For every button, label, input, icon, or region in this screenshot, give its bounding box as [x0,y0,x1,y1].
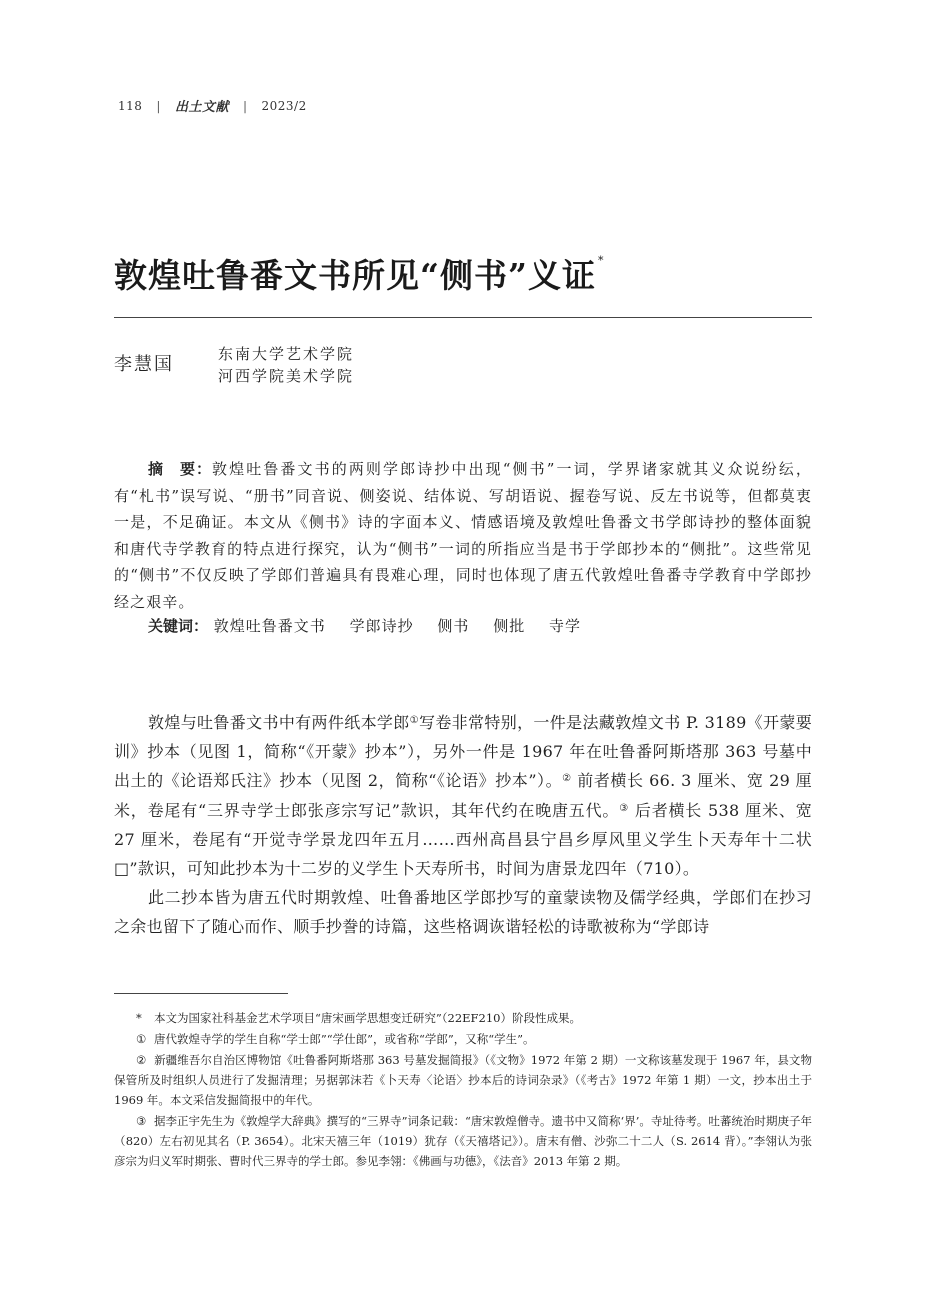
footnote-text: 本文为国家社科基金艺术学项目“唐宋画学思想变迁研究”（22EF210）阶段性成果。 [154,1011,581,1025]
journal-name: 出土文献 [174,100,229,115]
header-separator: | [242,98,248,113]
article-body [114,708,812,942]
author-affiliations [218,343,354,387]
footnote [114,1029,812,1049]
keyword: 寺学 [548,617,581,635]
footnote-mark: ③ [136,1114,147,1128]
footnote [114,1008,812,1028]
issue-number: 2023/2 [261,98,307,113]
body-text: 前者横长 66. 3 厘米、宽 29 厘米，卷尾有“三界寺学士郎张彦宗写记”款识，其年代约在晚唐五代。 [114,771,812,820]
keyword: 学郎诗抄 [349,617,414,635]
footnote-text: 新疆维吾尔自治区博物馆《吐鲁番阿斯塔那 363 号墓发掘简报》（《文物》1972 年第 2 期）一文称该墓发现于 1967 年，县文物保管所及时组织人员进行了发掘清理；另据郭沫若《卜天寿〈论语〉抄本后的诗词杂录》（《考古》1972 年第 1 期）一文，抄本出土于 1969 年。本文采信发掘简报中的年代。 [114,1053,812,1107]
footnote [114,1050,812,1110]
body-text: 敦煌与吐鲁番文书中有两件纸本学郎 [148,713,410,732]
affiliation-1: 东南大学艺术学院 [218,345,355,363]
author-name: 李慧国 [114,354,174,375]
footnote-text: 据李正宇先生为《敦煌学大辞典》撰写的“三界寺”词条记载：“唐宋敦煌僧寺。遗书中又简称‘界’。寺址待考。吐蕃统治时期庚子年（820）左右初见其名（P. 3654）。北宋天禧三年（1019）犹存（《天禧塔记》）。唐末有僧、沙弥二十二人（S. 2614 背）。”李翎认为张彦宗为归义军时期张、曹时代三界寺的学士郎。参见李翎：《佛画与功德》，《法音》2013 年第 2 期。 [114,1114,812,1168]
abstract [114,456,812,615]
abstract-label: 摘 要： [148,460,213,478]
footnote-ref: ③ [619,802,629,814]
title-text: 敦煌吐鲁番文书所见“侧书”义证 [114,256,596,295]
footnote-mark: * [136,1011,142,1025]
page-number: 118 [118,98,143,113]
keyword: 侧书 [437,617,470,635]
abstract-text: 敦煌吐鲁番文书的两则学郎诗抄中出现“侧书”一词，学界诸家就其义众说纷纭，有“札书”误写说、“册书”同音说、侧姿说、结体说、写胡语说、握卷写说、反左书说等，但都莫衷一是，不足确证。本文从《侧书》诗的字面本义、情感语境及敦煌吐鲁番文书学郎诗抄的整体面貌和唐代寺学教育的特点进行探究，认为“侧书”一词的所指应当是书于学郎抄本的“侧批”。这些常见的“侧书”不仅反映了学郎们普遍具有畏难心理，同时也体现了唐五代敦煌吐鲁番寺学教育中学郎抄经之艰辛。 [114,460,812,611]
footnote [114,1111,812,1171]
keywords [148,615,599,636]
footnote-ref: ② [562,773,572,785]
body-text: 后者横长 538 厘米、宽 27 厘米，卷尾有“开觉寺学景龙四年五月……西州高昌县宁昌乡厚风里义学生卜天寿年十二状□”款识，可知此抄本为十二岁的义学生卜天寿所书，时间为唐景龙四年（710）。 [114,800,813,879]
affiliation-2: 河西学院美术学院 [218,367,355,385]
title-footnote-mark: * [597,254,605,267]
body-paragraph: 此二抄本皆为唐五代时期敦煌、吐鲁番地区学郎抄写的童蒙读物及儒学经典，学郎们在抄习之余也留下了随心而作、顺手抄誊的诗篇，这些格调诙谐轻松的诗歌被称为“学郎诗 [114,888,812,937]
keyword: 敦煌吐鲁番文书 [213,617,326,635]
keywords-label: 关键词： [148,617,209,635]
footnote-rule [114,993,288,994]
footnote-mark: ② [136,1053,147,1067]
title-rule [114,317,812,318]
footnote-text: 唐代敦煌寺学的学生自称“学士郎”“学仕郎”，或省称“学郎”，又称“学生”。 [154,1032,535,1046]
header-separator: | [156,98,161,113]
footnote-mark: ① [136,1032,147,1046]
body-text: 写卷非常特别，一件是法藏敦煌文书 P. 3189《开蒙要训》抄本（见图 1，简称“《开蒙》抄本”），另外一件是 1967 年在吐鲁番阿斯塔那 363 号墓中出土的《论语郑氏注》抄本（见图 2，简称“《论语》抄本”）。 [114,713,813,791]
article-title [114,250,604,297]
keyword: 侧批 [493,617,526,635]
body-paragraph [114,708,812,883]
footnotes [114,1008,812,1172]
footnote-ref: ① [409,715,419,726]
running-head [118,96,307,115]
